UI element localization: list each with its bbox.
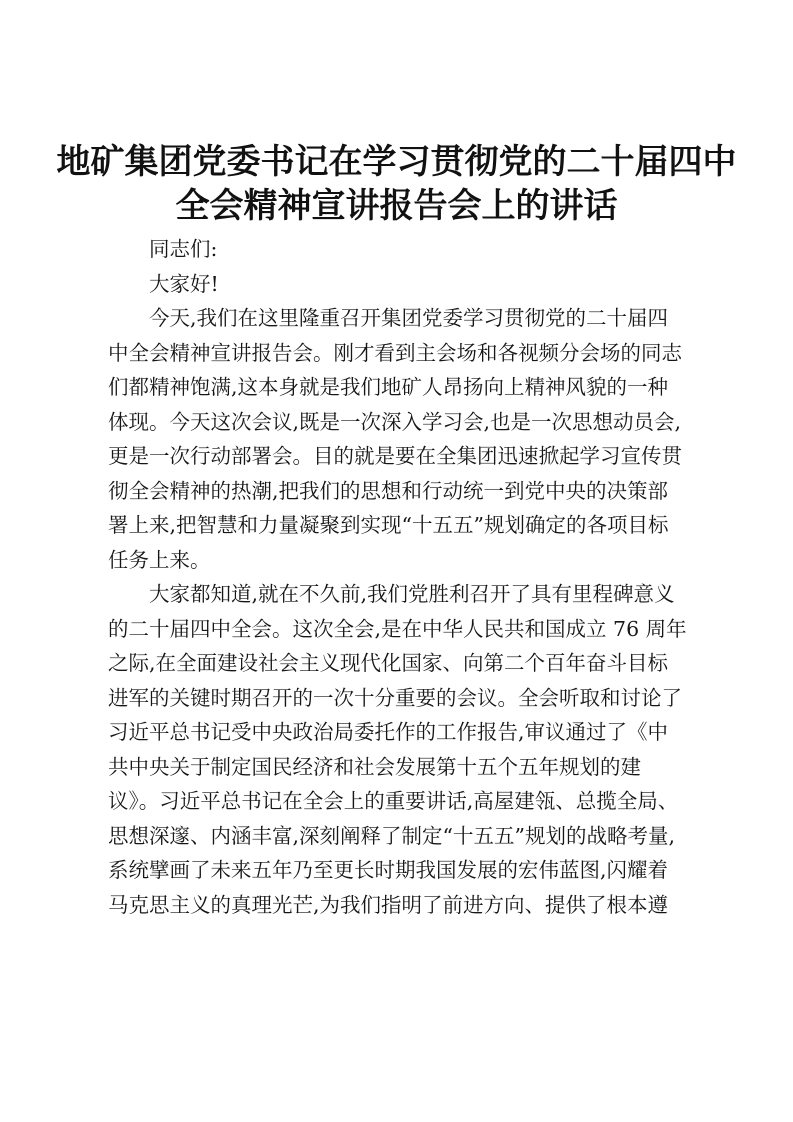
- paragraph-1-line: 中全会精神宣讲报告会。刚才看到主会场和各视频分会场的同志: [108, 340, 682, 365]
- paragraph-1-line: 彻全会精神的热潮,把我们的思想和行动统一到党中央的决策部: [108, 478, 669, 503]
- paragraph-1-line: 今天,我们在这里隆重召开集团党委学习贯彻党的二十届四: [149, 306, 669, 330]
- document-title: [0, 140, 793, 228]
- paragraph-2-line: 的二十届四中全会。这次全会,是在中华人民共和国成立 76 周年: [108, 616, 687, 641]
- title-line: 全会精神宣讲报告会上的讲话: [175, 186, 618, 226]
- document-body: [108, 232, 694, 922]
- paragraph-1-line: 们都精神饱满,这本身就是我们地矿人昂扬向上精神风貌的一种: [108, 375, 669, 399]
- paragraph-1-line: 任务上来。: [108, 547, 211, 572]
- paragraph-2-line: 系统擘画了未来五年乃至更长时期我国发展的宏伟蓝图,闪耀着: [108, 858, 669, 882]
- paragraph-1-line: 体现。今天这次会议,既是一次深入学习会,也是一次思想动员会,: [108, 409, 682, 434]
- salutation: 同志们:: [149, 237, 218, 261]
- paragraph-2-line: 马克思主义的真理光芒,为我们指明了前进方向、提供了根本遵: [108, 892, 669, 917]
- paragraph-2-line: 之际,在全面建设社会主义现代化国家、向第二个百年奋斗目标: [108, 651, 669, 675]
- title-line: 地矿集团党委书记在学习贯彻党的二十届四中: [56, 142, 737, 182]
- paragraph-2-line: 共中央关于制定国民经济和社会发展第十五个五年规划的建: [108, 754, 641, 779]
- greeting: 大家好!: [149, 271, 219, 296]
- paragraph-1-line: 署上来,把智慧和力量凝聚到实现“十五五”规划确定的各项目标: [108, 513, 669, 537]
- paragraph-2-line: 进军的关键时期召开的一次十分重要的会议。全会听取和讨论了: [108, 685, 682, 710]
- paragraph-2-line: 思想深邃、内涵丰富,深刻阐释了制定“十五五”规划的战略考量,: [108, 823, 675, 848]
- paragraph-2-line: 议》。习近平总书记在全会上的重要讲话,高屋建瓴、总揽全局、: [108, 789, 679, 813]
- paragraph-2-line: 习近平总书记受中央政治局委托作的工作报告,审议通过了《中: [108, 720, 669, 744]
- paragraph-1-line: 更是一次行动部署会。目的就是要在全集团迅速掀起学习宣传贯: [108, 444, 682, 468]
- paragraph-2-line: 大家都知道,就在不久前,我们党胜利召开了具有里程碑意义: [149, 582, 675, 606]
